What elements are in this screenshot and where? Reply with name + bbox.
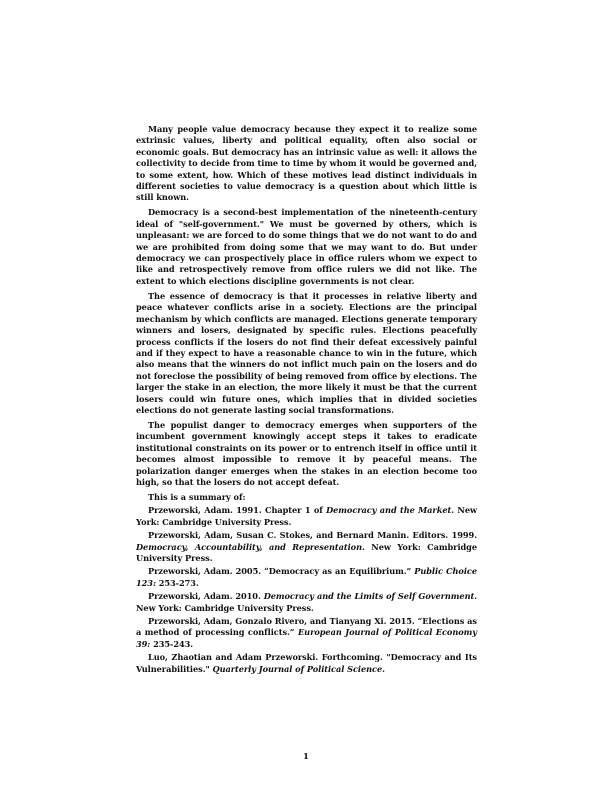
document-body	[136, 124, 477, 677]
reference-item: Przeworski, Adam. 2010. Democracy and the Limits of Self Government. New York: Cambridge University Press.	[136, 591, 478, 613]
paragraph-4: The populist danger to democracy emerges when supporters of the incumbent government knowingly accept steps it takes to eradicate institutional constraints on its power or to entrench itself in office until it becomes almost impossible to remove it by peaceful means. The polarization danger emerges when the stakes in an election become too high, so that the losers do not accept defeat.	[136, 419, 477, 487]
paragraph-3: The essence of democracy is that it processes in relative liberty and peace whatever conflicts arise in a society. Elections are the principal mechanism by which conflicts are managed. Elections generate temporary winners and losers, designated by specific rules. Elections peacefully process conflicts if the losers do not find their defeat excessively painful and if they expect to have a reasonable chance to win in the future, which also means that the winners do not inflict much pain on the losers and do not foreclose the possibility of being removed from office by elections. The larger the stake in an election, the more likely it must be that the current losers could win future ones, which implies that in divided societies elections do not generate lasting social transformations.	[136, 290, 477, 415]
reference-item: Luo, Zhaotian and Adam Przeworski. Forthcoming. "Democracy and Its Vulnerabilities." Quarterly Journal of Political Science.	[136, 652, 477, 674]
reference-list	[136, 505, 477, 675]
reference-item: Przeworski, Adam, Susan C. Stokes, and Bernard Manin. Editors. 1999. Democracy, Accountability, and Representation. New York: Cambridge University Press.	[136, 530, 478, 563]
summary-intro: This is a summary of:	[148, 491, 246, 502]
reference-item: Przeworski, Adam, Gonzalo Rivero, and Tianyang Xi. 2015. “Elections as a method of processing conflicts.” European Journal of Political Economy 39: 235-243.	[136, 616, 477, 649]
paragraph-2: Democracy is a second-best implementation of the nineteenth-century ideal of "self-government." We must be governed by others, which is unpleasant: we are forced to do some things that we do not want to do and we are prohibited from doing some that we may want to do. But under democracy we can prospectively place in office rulers whom we expect to like and retrospectively remove from office rulers we did not like. The extent to which elections discipline governments is not clear.	[136, 207, 477, 286]
paragraph-1: Many people value democracy because they expect it to realize some extrinsic values, liberty and political equality, often also social or economic goals. But democracy has an intrinsic value as well: it allows the collectivity to decide from time to time by whom it would be governed and, to some extent, how. Which of these motives lead distinct individuals in different societies to value democracy is a question about which little is still known.	[136, 124, 477, 203]
reference-item: Przeworski, Adam. 2005. “Democracy as an Equilibrium.” Public Choice 123: 253-273.	[136, 566, 477, 588]
reference-item: Przeworski, Adam. 1991. Chapter 1 of Democracy and the Market. New York: Cambridge University Press.	[136, 505, 477, 527]
page-number: 1	[303, 752, 309, 762]
